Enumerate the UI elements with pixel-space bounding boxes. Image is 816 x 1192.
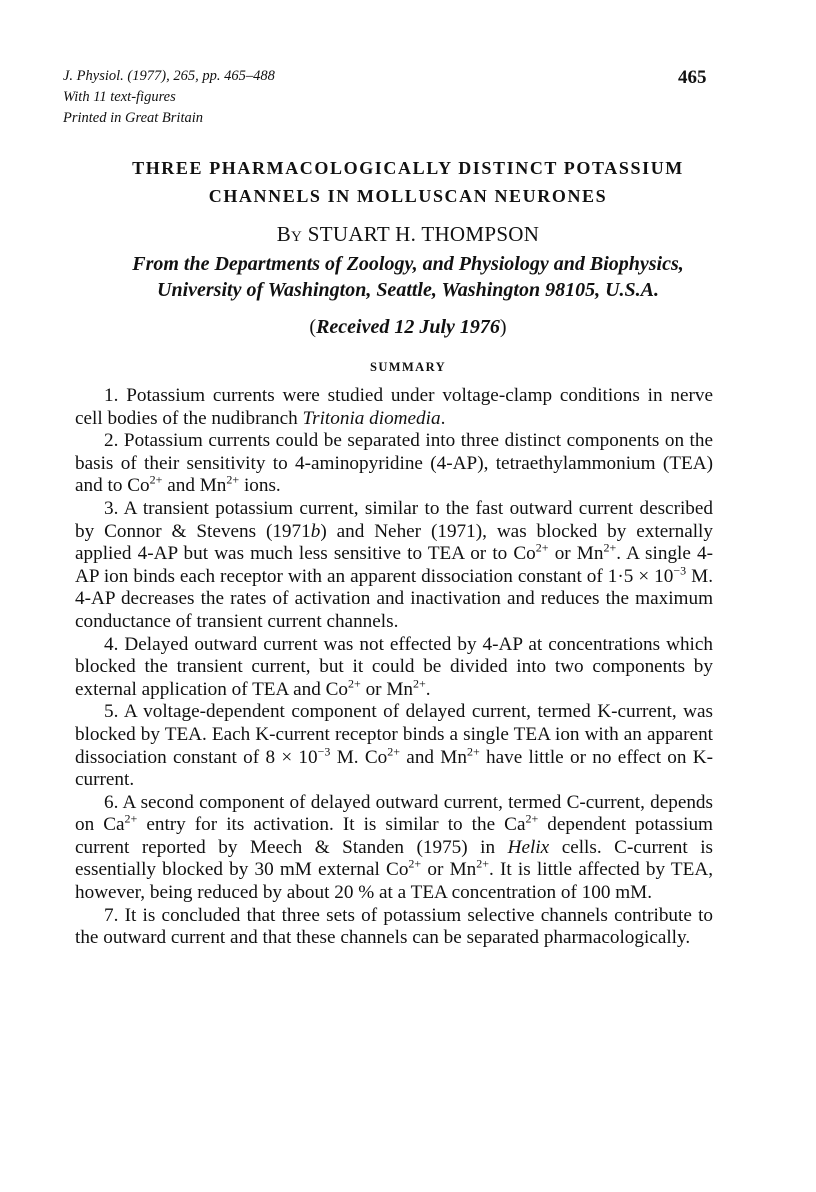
summary-item-2: 2. Potassium currents could be separated into three distinct components on the basis of their sensitivity to 4-aminopyridine (4-AP), tetraethylammonium (TEA) and to $Co^{2+}$ and $Mn^{2+}$ ions. — [75, 430, 713, 497]
affiliation — [63, 251, 753, 303]
journal-meta — [63, 66, 275, 129]
author-name: STUART H. THOMPSON — [307, 222, 540, 246]
summary-item-6: 6. A second component of delayed outward current, termed C-current, depends on $Ca^{2+}$ entry for its activation. It is similar to the $Ca^{2+}$ dependent potassium current reported by Meech & Standen (1975) in Helix cells. C-current is essentially blocked by 30 mM external $Co^{2+}$ or $Mn^{2+}$. It is little affected by TEA, however, being reduced by about 20 % at a TEA concentration of 100 mM. — [75, 791, 714, 904]
title-line-2: CHANNELS IN MOLLUSCAN NEURONES — [208, 186, 608, 206]
journal-citation: J. Physiol. (1977), 265, pp. 465–488 — [63, 68, 275, 84]
summary-item-4: 4. Delayed outward current was not effected by 4-AP at concentrations which blocked the transient current, but it could be divided into two components by external application of TEA and $Co^{2+}$ or $Mn^{2+}$. — [75, 633, 713, 700]
byline — [63, 222, 753, 247]
figures-note: With 11 text-figures — [63, 89, 176, 105]
byline-by: By — [276, 222, 303, 246]
affiliation-line-1: From the Departments of Zoology, and Physiology and Biophysics, — [132, 253, 684, 275]
summary-item-5: 5. A voltage-dependent component of delayed current, termed K-current, was blocked by TEA. Each K-current receptor binds a single TEA ion with an apparent dissociation constant of $8 \times 10^{-3}$ M. $Co^{2+}$ and $Mn^{2+}$ have little or no effect on K-current. — [75, 701, 714, 791]
summary-item-7: 7. It is concluded that three sets of potassium selective channels contribute to the outward current and that these channels can be separated pharmacologically. — [75, 904, 713, 949]
article-title — [63, 154, 753, 210]
summary-body — [75, 385, 713, 950]
title-line-1: THREE PHARMACOLOGICALLY DISTINCT POTASSIUM — [132, 158, 684, 178]
summary-item-1: 1. Potassium currents were studied under voltage-clamp conditions in nerve cell bodies of the nudibranch Tritonia diomedia. — [75, 385, 713, 429]
received-date: (Received 12 July 1976) — [309, 316, 507, 338]
received-text: Received 12 July 1976 — [316, 316, 500, 338]
affiliation-line-2: University of Washington, Seattle, Washington 98105, U.S.A. — [157, 279, 659, 301]
page-number: 465 — [678, 67, 707, 88]
summary-heading: SUMMARY — [369, 360, 447, 374]
printed-note: Printed in Great Britain — [63, 110, 204, 126]
summary-item-3: 3. A transient potassium current, similar to the fast outward current described by Connor & Stevens (1971b) and Neher (1971), was blocked by externally applied 4-AP but was much less sensitive to TEA or to $Co^{2+}$ or $Mn^{2+}$. A single 4-AP ion binds each receptor with an apparent dissociation constant of $1\cdot 5 \times 10^{-3}$ M. 4-AP decreases the rates of activation and inactivation and reduces the maximum conductance of transient current channels. — [75, 497, 713, 632]
